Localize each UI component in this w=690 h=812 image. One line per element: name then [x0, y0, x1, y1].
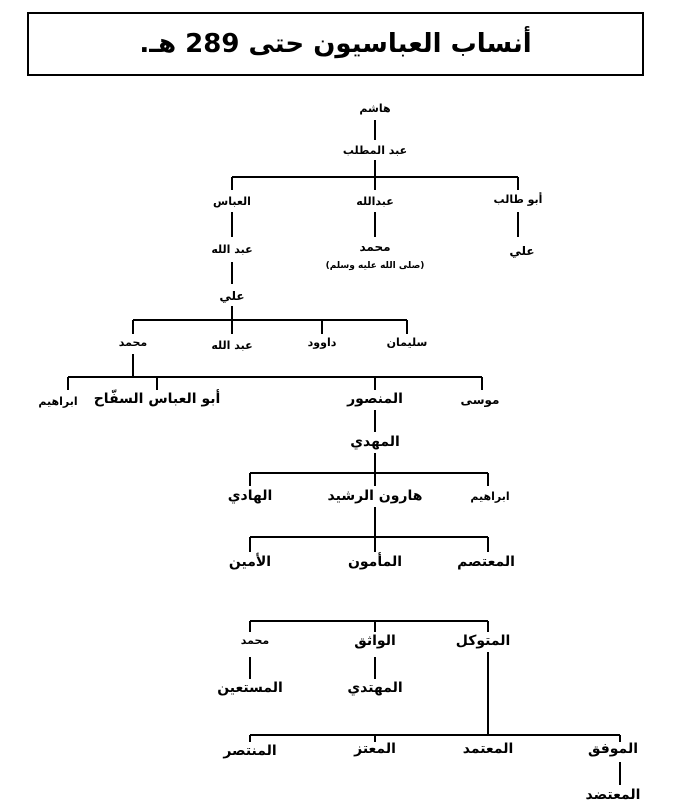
- node-al-mutamid: المعتمد: [462, 741, 514, 757]
- node-hashim: هاشم: [359, 102, 391, 115]
- node-abdullah-ibn-abbas: عبد الله: [211, 243, 253, 256]
- node-ibrahim-imam: ابراهيم: [38, 395, 78, 408]
- node-al-amin: الأمين: [228, 554, 272, 570]
- page-title: أنساب العباسيون حتى 289 هـ.: [139, 29, 532, 59]
- node-al-mamun: المأمون: [347, 554, 403, 570]
- node-al-muhtadi: المهتدي: [347, 680, 403, 696]
- node-al-mutadid: المعتضد: [585, 787, 641, 803]
- node-al-wathiq: الواثق: [354, 633, 396, 649]
- node-abu-talib: أبو طالب: [493, 193, 543, 206]
- node-ibrahim-ibn-mahdi: ابراهيم: [470, 490, 510, 503]
- node-al-muntasir: المنتصر: [223, 743, 277, 759]
- node-ali-ibn-abi-talib: علي: [509, 244, 535, 258]
- node-al-hadi: الهادي: [227, 488, 273, 504]
- node-al-mahdi: المهدي: [350, 434, 400, 450]
- node-al-mutawakkil: المتوكل: [455, 633, 511, 649]
- node-abd-al-muttalib: عبد المطلب: [342, 144, 408, 157]
- node-harun-al-rashid: هارون الرشيد: [327, 488, 423, 504]
- node-al-abbas: العباس: [213, 195, 251, 208]
- node-musa: موسى: [460, 393, 500, 407]
- node-al-mansur: المنصور: [347, 391, 403, 407]
- node-abu-al-abbas-saffah: أبو العباس السفّاح: [93, 391, 221, 407]
- node-abdullah-father: عبدالله: [356, 195, 394, 208]
- node-prophet-salutation: (صلى الله عليه وسلم): [325, 261, 425, 271]
- node-al-mustain: المستعين: [217, 680, 283, 696]
- node-muhammad-ibn-mutasim: محمد: [240, 634, 270, 647]
- node-dawud: داوود: [307, 336, 337, 349]
- node-al-mutazz: المعتز: [354, 741, 396, 757]
- node-abdullah-ibn-ali: عبد الله: [211, 339, 253, 352]
- node-muhammad-ibn-ali: محمد: [118, 336, 148, 349]
- node-sulayman: سليمان: [386, 336, 428, 349]
- node-al-muwaffaq: الموفق: [587, 741, 639, 757]
- node-al-mutasim: المعتصم: [457, 554, 515, 570]
- node-muhammad-prophet: محمد: [359, 240, 391, 254]
- node-ali-ibn-abdullah: علي: [219, 289, 245, 303]
